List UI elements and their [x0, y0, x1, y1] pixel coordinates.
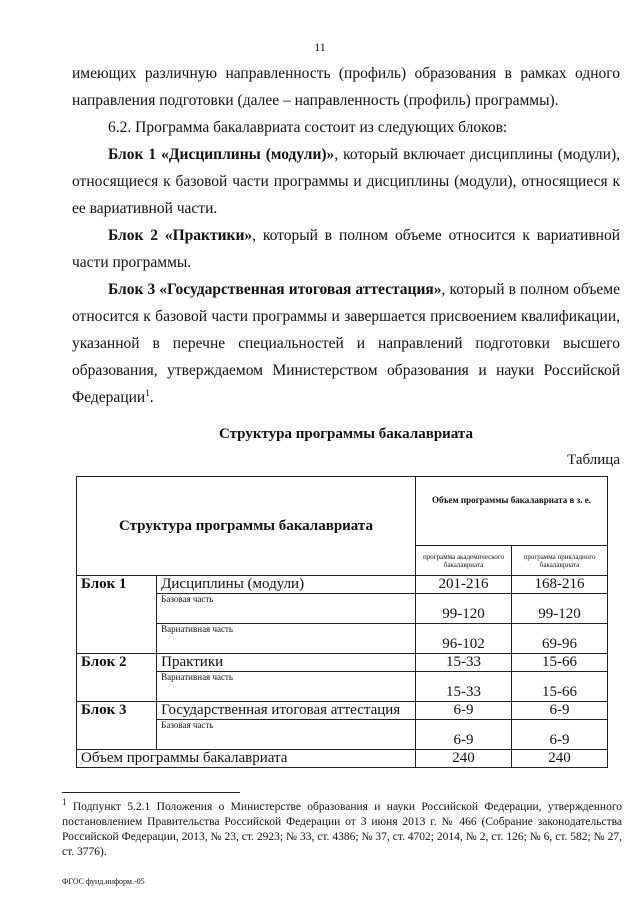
- block-3-text: , который в полном объеме относится к базовой части программы и завершается присвоением квалификации, указанной в перечне специальностей и направлений подготовки высшего образования, утверждаемом Министерством образования и науки Российской Федерации: [72, 281, 620, 406]
- footnote-text: Подпункт 5.2.1 Положения о Министерстве образования и науки Российской Федерации, утвержденного постановлением Правительства Российской Федерации от 3 июня 2013 г. № 466 (Собрание законодательства Российской Федерации, 2013, № 23, ст. 2923; № 33, ст. 4386; № 37, ст. 4702; 2014, № 2, ст. 126; № 6, ст. 582; № 27, ст. 3776).: [62, 801, 623, 858]
- academic-volume-cell: 99-120: [415, 594, 511, 624]
- block-2-text: , который в полном объеме относится к вариативной части программы.: [72, 227, 620, 271]
- table-row: [77, 654, 608, 672]
- applied-volume-cell: 6-9: [512, 702, 608, 720]
- applied-volume-cell: 6-9: [512, 720, 608, 750]
- block-name-cell: Дисциплины (модули): [157, 576, 416, 594]
- applied-volume-cell: 15-66: [512, 672, 608, 702]
- paragraph-block-3: [72, 276, 620, 411]
- header-academic: программа академического бакалавриата: [415, 546, 511, 576]
- table-row: [77, 672, 608, 702]
- footnote-mark: 1: [62, 797, 67, 808]
- block-1-text: , который включает дисциплины (модули), относящиеся к базовой части программы и дисциплины (модули), относящиеся к ее вариативной части.: [72, 146, 620, 217]
- applied-volume-cell: 99-120: [512, 594, 608, 624]
- structure-table: [76, 476, 608, 768]
- table-header-row: [77, 477, 608, 546]
- total-label: Объем программы бакалавриата: [77, 750, 416, 768]
- block-3-title: Блок 3 «Государственная итоговая аттестация»: [108, 281, 442, 298]
- academic-volume-cell: 201-216: [415, 576, 511, 594]
- page-footer: ФГОС фунд.информ.-05: [62, 877, 145, 886]
- part-name-cell: Вариативная часть: [157, 672, 416, 702]
- block-name-cell: Государственная итоговая аттестация: [157, 702, 416, 720]
- academic-volume-cell: 15-33: [415, 654, 511, 672]
- footnote: [62, 797, 623, 860]
- header-volume: Объем программы бакалавриата в з. е.: [415, 477, 607, 546]
- paragraph-blocks-intro: 6.2. Программа бакалавриата состоит из следующих блоков:: [108, 119, 508, 136]
- block-3-tail: .: [149, 389, 154, 406]
- academic-volume-cell: 6-9: [415, 720, 511, 750]
- header-applied: программа прикладного бакалавриата: [512, 546, 608, 576]
- paragraph-block-2: [72, 222, 620, 276]
- total-applied: 240: [512, 750, 608, 768]
- paragraph-continuation: имеющих различную направленность (профиль) образования в рамках одного направления подготовки (далее – направленность (профиль) программы).: [72, 65, 620, 109]
- table-row: [77, 702, 608, 720]
- paragraph-block-1: [72, 141, 620, 222]
- total-academic: 240: [415, 750, 511, 768]
- part-name-cell: Базовая часть: [157, 720, 416, 750]
- academic-volume-cell: 15-33: [415, 672, 511, 702]
- applied-volume-cell: 168-216: [512, 576, 608, 594]
- block-cell: Блок 2: [77, 654, 157, 702]
- part-name-cell: Вариативная часть: [157, 624, 416, 654]
- footnote-reference[interactable]: 1: [145, 387, 150, 398]
- academic-volume-cell: 6-9: [415, 702, 511, 720]
- header-structure: Структура программы бакалавриата: [77, 477, 416, 576]
- part-name-cell: Базовая часть: [157, 594, 416, 624]
- table-row: [77, 594, 608, 624]
- academic-volume-cell: 96-102: [415, 624, 511, 654]
- footnote-divider: [62, 792, 240, 793]
- table-row: [77, 624, 608, 654]
- block-cell: Блок 1: [77, 576, 157, 654]
- applied-volume-cell: 69-96: [512, 624, 608, 654]
- table-caption: Структура программы бакалавриата: [219, 426, 473, 442]
- block-cell: Блок 3: [77, 702, 157, 750]
- table-row: [77, 720, 608, 750]
- page-number: 11: [314, 40, 326, 54]
- block-name-cell: Практики: [157, 654, 416, 672]
- table-body: [77, 576, 608, 750]
- table-total-row: [77, 750, 608, 768]
- block-2-title: Блок 2 «Практики»: [108, 227, 253, 244]
- table-row: [77, 576, 608, 594]
- body-text: [72, 60, 620, 411]
- block-1-title: Блок 1 «Дисциплины (модули)»: [108, 146, 335, 163]
- applied-volume-cell: 15-66: [512, 654, 608, 672]
- table-label: Таблица: [567, 452, 620, 468]
